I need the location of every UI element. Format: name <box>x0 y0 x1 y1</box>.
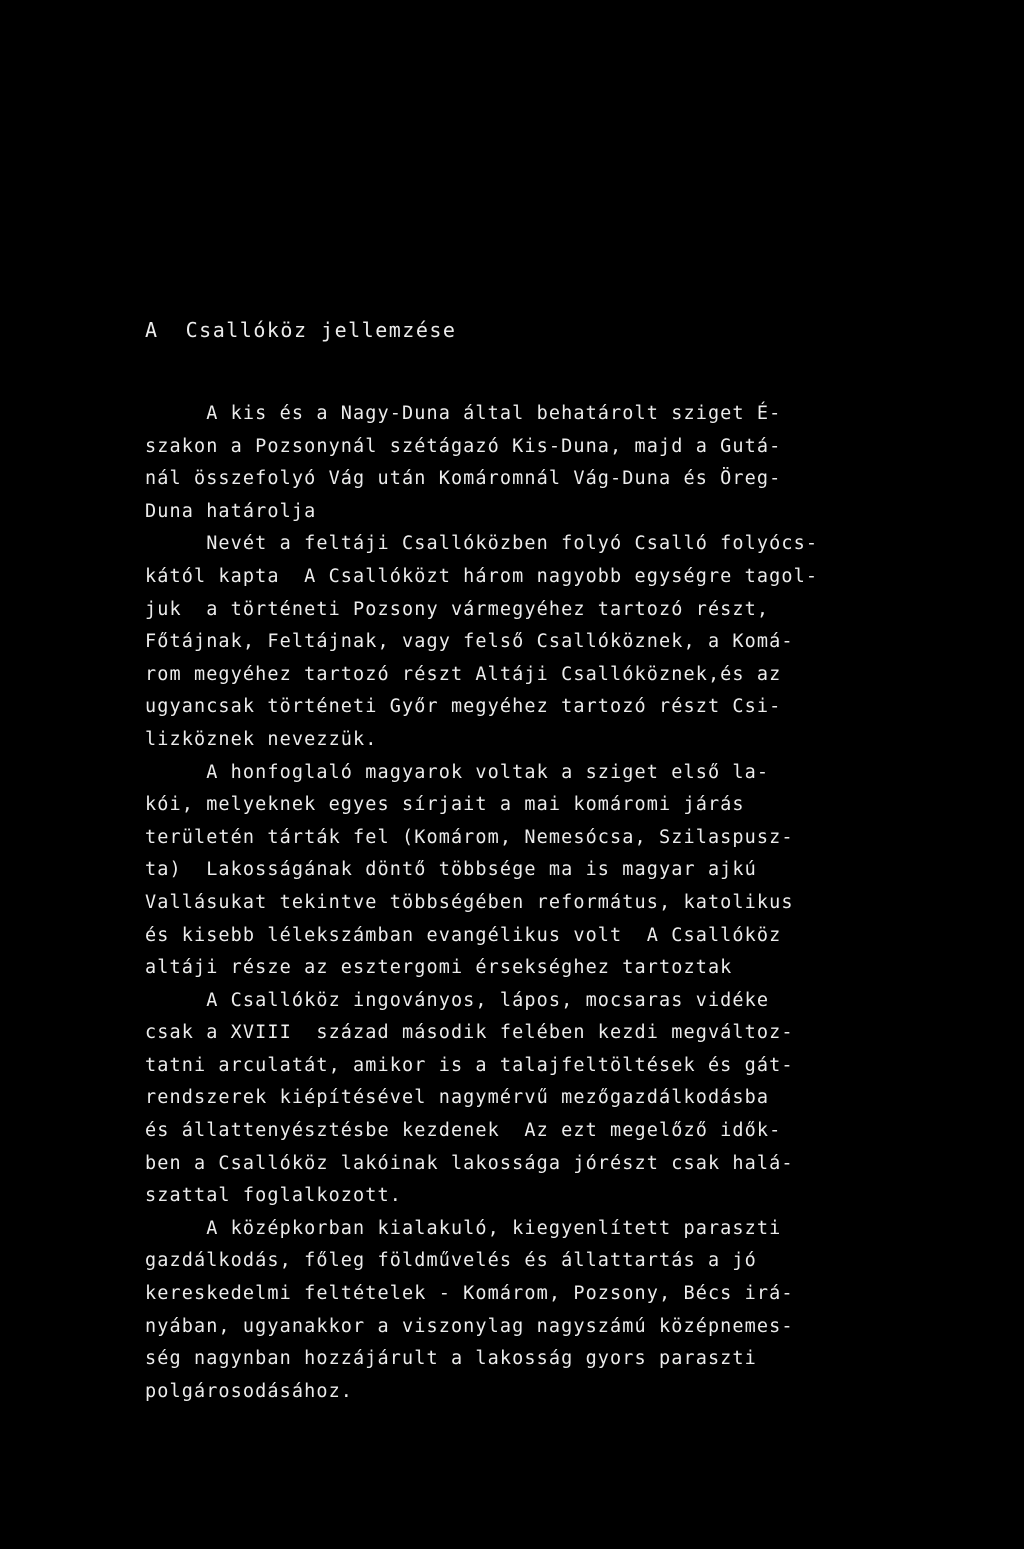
document-title: A Csallóköz jellemzése <box>145 318 457 342</box>
text-line: ség nagynban hozzájárult a lakosság gyors paraszti <box>145 1348 757 1370</box>
text-line: rendszerek kiépítésével nagymérvű mezőgazdálkodásba <box>145 1087 770 1109</box>
text-line: ugyancsak történeti Győr megyéhez tartozó részt Csi- <box>145 696 782 718</box>
text-line: polgárosodásához. <box>145 1380 354 1402</box>
text-line: csak a XVIII század második felében kezdi megváltoz- <box>145 1022 794 1044</box>
text-line: A Csallóköz ingoványos, lápos, mocsaras vidéke <box>145 989 770 1011</box>
text-line: nál összefolyó Vág után Komáromnál Vág-Duna és Öreg- <box>145 468 782 490</box>
text-line: ta) Lakosságának döntő többsége ma is magyar ajkú <box>145 859 757 881</box>
text-line: szakon a Pozsonynál szétágazó Kis-Duna, majd a Gutá- <box>145 435 782 457</box>
text-line: Duna határolja <box>145 500 317 522</box>
text-line: altáji része az esztergomi érsekséghez tartoztak <box>145 957 733 979</box>
text-line: Vallásukat tekintve többségében református, katolikus <box>145 891 794 913</box>
text-line: lizköznek nevezzük. <box>145 728 378 750</box>
text-line: Főtájnak, Feltájnak, vagy felső Csallóköznek, a Komá- <box>145 631 794 653</box>
text-line: és kisebb lélekszámban evangélikus volt A Csallóköz <box>145 924 782 946</box>
document-body <box>145 398 875 1408</box>
text-line: területén tárták fel (Komárom, Nemesócsa, Szilaspusz- <box>145 826 794 848</box>
text-line: juk a történeti Pozsony vármegyéhez tartozó részt, <box>145 598 770 620</box>
text-line: A kis és a Nagy-Duna által behatárolt sziget É- <box>145 403 782 424</box>
text-line: gazdálkodás, főleg földművelés és állattartás a jó <box>145 1250 757 1272</box>
text-line: kától kapta A Csallóközt három nagyobb egységre tagol- <box>145 565 819 587</box>
text-line: szattal foglalkozott. <box>145 1185 402 1207</box>
text-line: A honfoglaló magyarok voltak a sziget első la- <box>145 761 770 783</box>
text-line: nyában, ugyanakkor a viszonylag nagyszámú középnemes- <box>145 1315 794 1337</box>
text-line: A középkorban kialakuló, kiegyenlített paraszti <box>145 1217 782 1239</box>
text-line: Nevét a feltáji Csallóközben folyó Csalló folyócs- <box>145 533 819 555</box>
text-line: kereskedelmi feltételek - Komárom, Pozsony, Bécs irá- <box>145 1283 794 1305</box>
text-line: kói, melyeknek egyes sírjait a mai komáromi járás <box>145 794 745 816</box>
text-line: és állattenyésztésbe kezdenek Az ezt megelőző idők- <box>145 1120 782 1142</box>
text-line: ben a Csallóköz lakóinak lakossága jórészt csak halá- <box>145 1152 794 1174</box>
text-line: tatni arculatát, amikor is a talajfeltöltések és gát- <box>145 1054 794 1076</box>
text-line: rom megyéhez tartozó részt Altáji Csallóköznek,és az <box>145 663 782 685</box>
